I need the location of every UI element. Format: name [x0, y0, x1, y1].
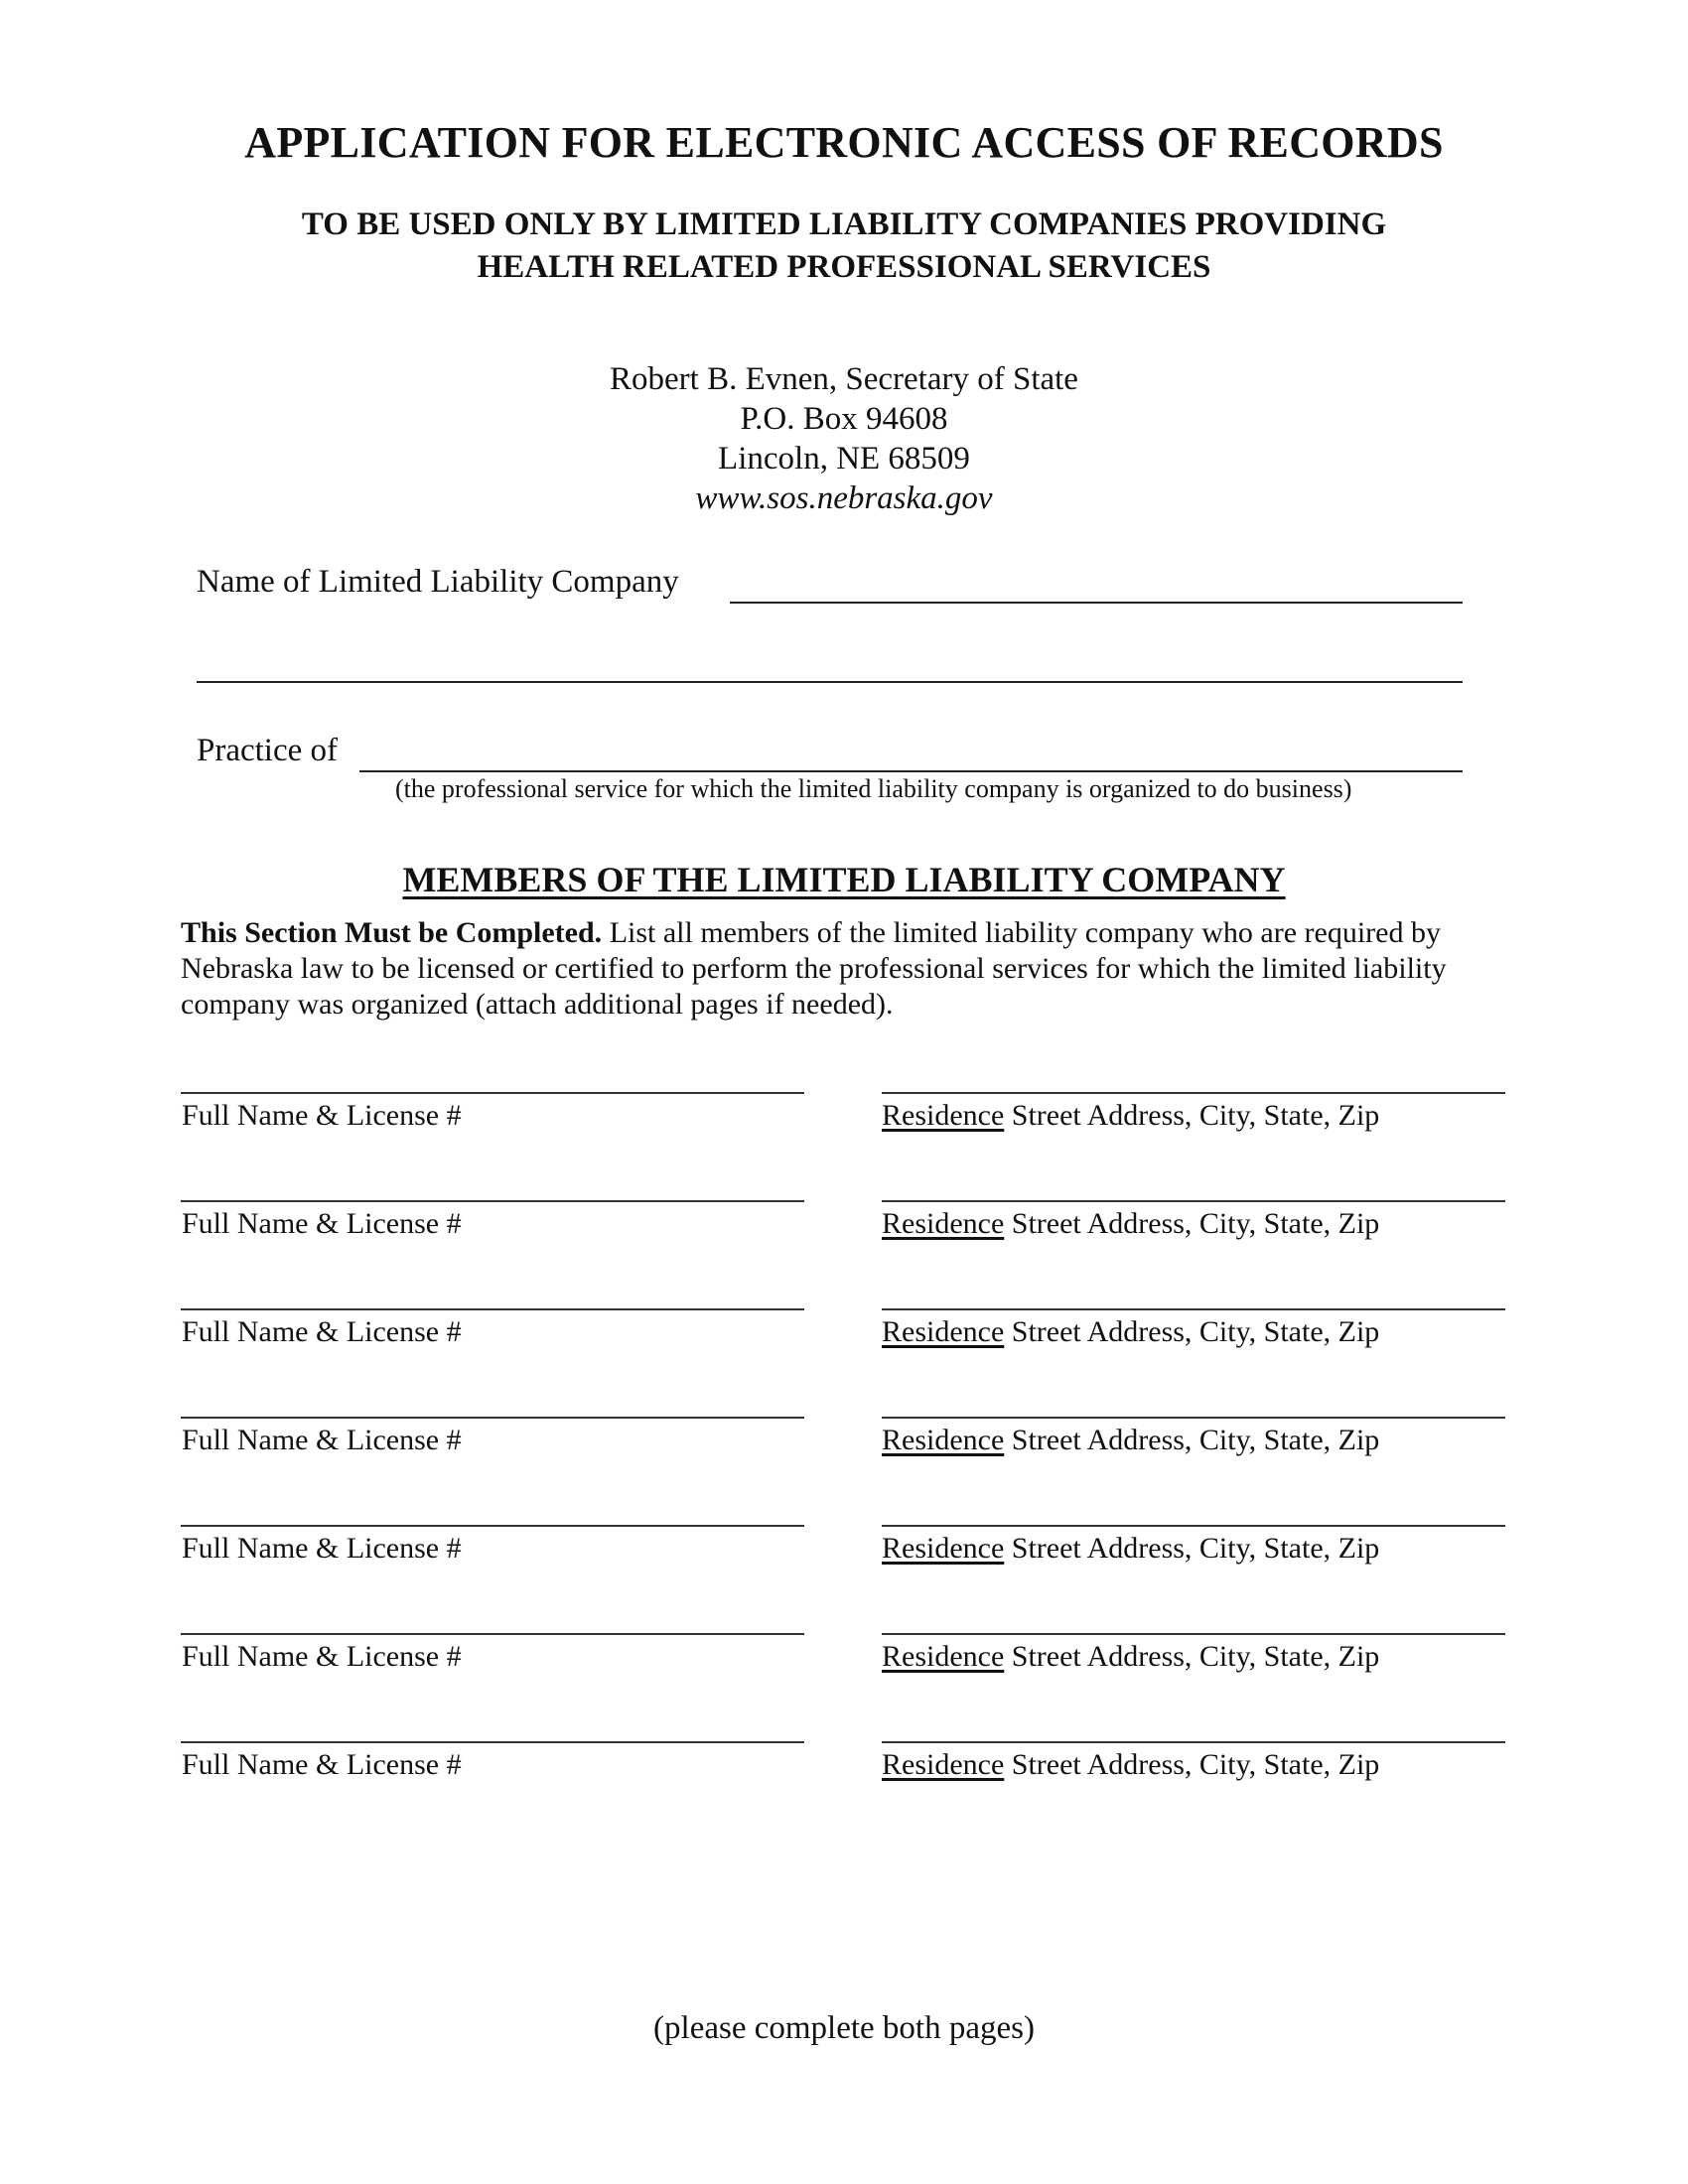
member-address-line[interactable]	[882, 1525, 1505, 1527]
member-name-line[interactable]	[181, 1200, 804, 1202]
subtitle-line-2: HEALTH RELATED PROFESSIONAL SERVICES	[477, 249, 1211, 285]
member-row	[0, 1092, 1688, 1161]
member-name-caption: Full Name & License #	[182, 1099, 462, 1132]
member-address-line[interactable]	[882, 1092, 1505, 1094]
subtitle-line-1: TO BE USED ONLY BY LIMITED LIABILITY COMPANIES PROVIDING	[301, 206, 1387, 242]
member-name-caption: Full Name & License #	[182, 1207, 462, 1240]
residence-label: Residence	[882, 1424, 1005, 1456]
office-website: www.sos.nebraska.gov	[695, 480, 993, 516]
residence-label: Residence	[882, 1207, 1005, 1240]
member-address-line[interactable]	[882, 1308, 1505, 1310]
member-address-caption	[882, 1423, 1379, 1458]
practice-label: Practice of	[197, 733, 339, 768]
office-po-box: P.O. Box 94608	[740, 401, 948, 437]
member-address-line[interactable]	[882, 1741, 1505, 1743]
member-name-line[interactable]	[181, 1525, 804, 1527]
member-address-caption	[882, 1098, 1379, 1134]
member-name-line[interactable]	[181, 1308, 804, 1310]
instructions-text: List all members of the limited liability company who are required by Nebraska law to be licensed or certified to perform the professional services for which the limited liability company was organized (attach additional pages if needed).	[181, 916, 1447, 1021]
member-address-line[interactable]	[882, 1417, 1505, 1419]
address-caption-text: Street Address, City, State, Zip	[1004, 1532, 1380, 1565]
member-address-caption	[882, 1747, 1379, 1783]
member-row	[0, 1525, 1688, 1594]
member-address-caption	[882, 1314, 1379, 1350]
practice-helper-text: (the professional service for which the limited liability company is organized to do business)	[395, 774, 1352, 803]
document-title: APPLICATION FOR ELECTRONIC ACCESS OF RECORDS	[244, 118, 1444, 167]
document-subtitle	[0, 204, 1688, 289]
member-row	[0, 1308, 1688, 1378]
member-address-caption	[882, 1639, 1379, 1675]
member-row	[0, 1417, 1688, 1486]
address-caption-text: Street Address, City, State, Zip	[1004, 1207, 1380, 1240]
residence-label: Residence	[882, 1640, 1005, 1673]
office-address	[0, 359, 1688, 518]
member-row	[0, 1633, 1688, 1703]
member-address-caption	[882, 1206, 1379, 1242]
company-name-line-1[interactable]	[730, 602, 1463, 604]
residence-label: Residence	[882, 1748, 1005, 1781]
member-row	[0, 1741, 1688, 1811]
member-name-caption: Full Name & License #	[182, 1748, 462, 1781]
address-caption-text: Street Address, City, State, Zip	[1004, 1315, 1380, 1348]
address-caption-text: Street Address, City, State, Zip	[1004, 1640, 1380, 1673]
member-address-line[interactable]	[882, 1200, 1505, 1202]
practice-line[interactable]	[359, 770, 1463, 772]
member-name-caption: Full Name & License #	[182, 1315, 462, 1348]
footer-note: (please complete both pages)	[653, 2010, 1035, 2046]
residence-label: Residence	[882, 1532, 1005, 1565]
member-address-caption	[882, 1531, 1379, 1567]
address-caption-text: Street Address, City, State, Zip	[1004, 1099, 1380, 1132]
member-name-line[interactable]	[181, 1092, 804, 1094]
member-name-line[interactable]	[181, 1741, 804, 1743]
address-caption-text: Street Address, City, State, Zip	[1004, 1424, 1380, 1456]
member-address-line[interactable]	[882, 1633, 1505, 1635]
address-caption-text: Street Address, City, State, Zip	[1004, 1748, 1380, 1781]
residence-label: Residence	[882, 1315, 1005, 1348]
company-name-label: Name of Limited Liability Company	[197, 564, 679, 600]
member-name-line[interactable]	[181, 1417, 804, 1419]
member-name-caption: Full Name & License #	[182, 1424, 462, 1456]
members-section-heading: MEMBERS OF THE LIMITED LIABILITY COMPANY	[402, 860, 1286, 899]
instructions-bold: This Section Must be Completed.	[181, 916, 603, 949]
member-name-line[interactable]	[181, 1633, 804, 1635]
company-name-line-2[interactable]	[197, 681, 1463, 683]
member-name-caption: Full Name & License #	[182, 1640, 462, 1673]
residence-label: Residence	[882, 1099, 1005, 1132]
member-name-caption: Full Name & License #	[182, 1532, 462, 1565]
member-row	[0, 1200, 1688, 1270]
office-name: Robert B. Evnen, Secretary of State	[610, 361, 1078, 397]
members-instructions	[181, 915, 1501, 1023]
office-city-state-zip: Lincoln, NE 68509	[718, 441, 970, 477]
